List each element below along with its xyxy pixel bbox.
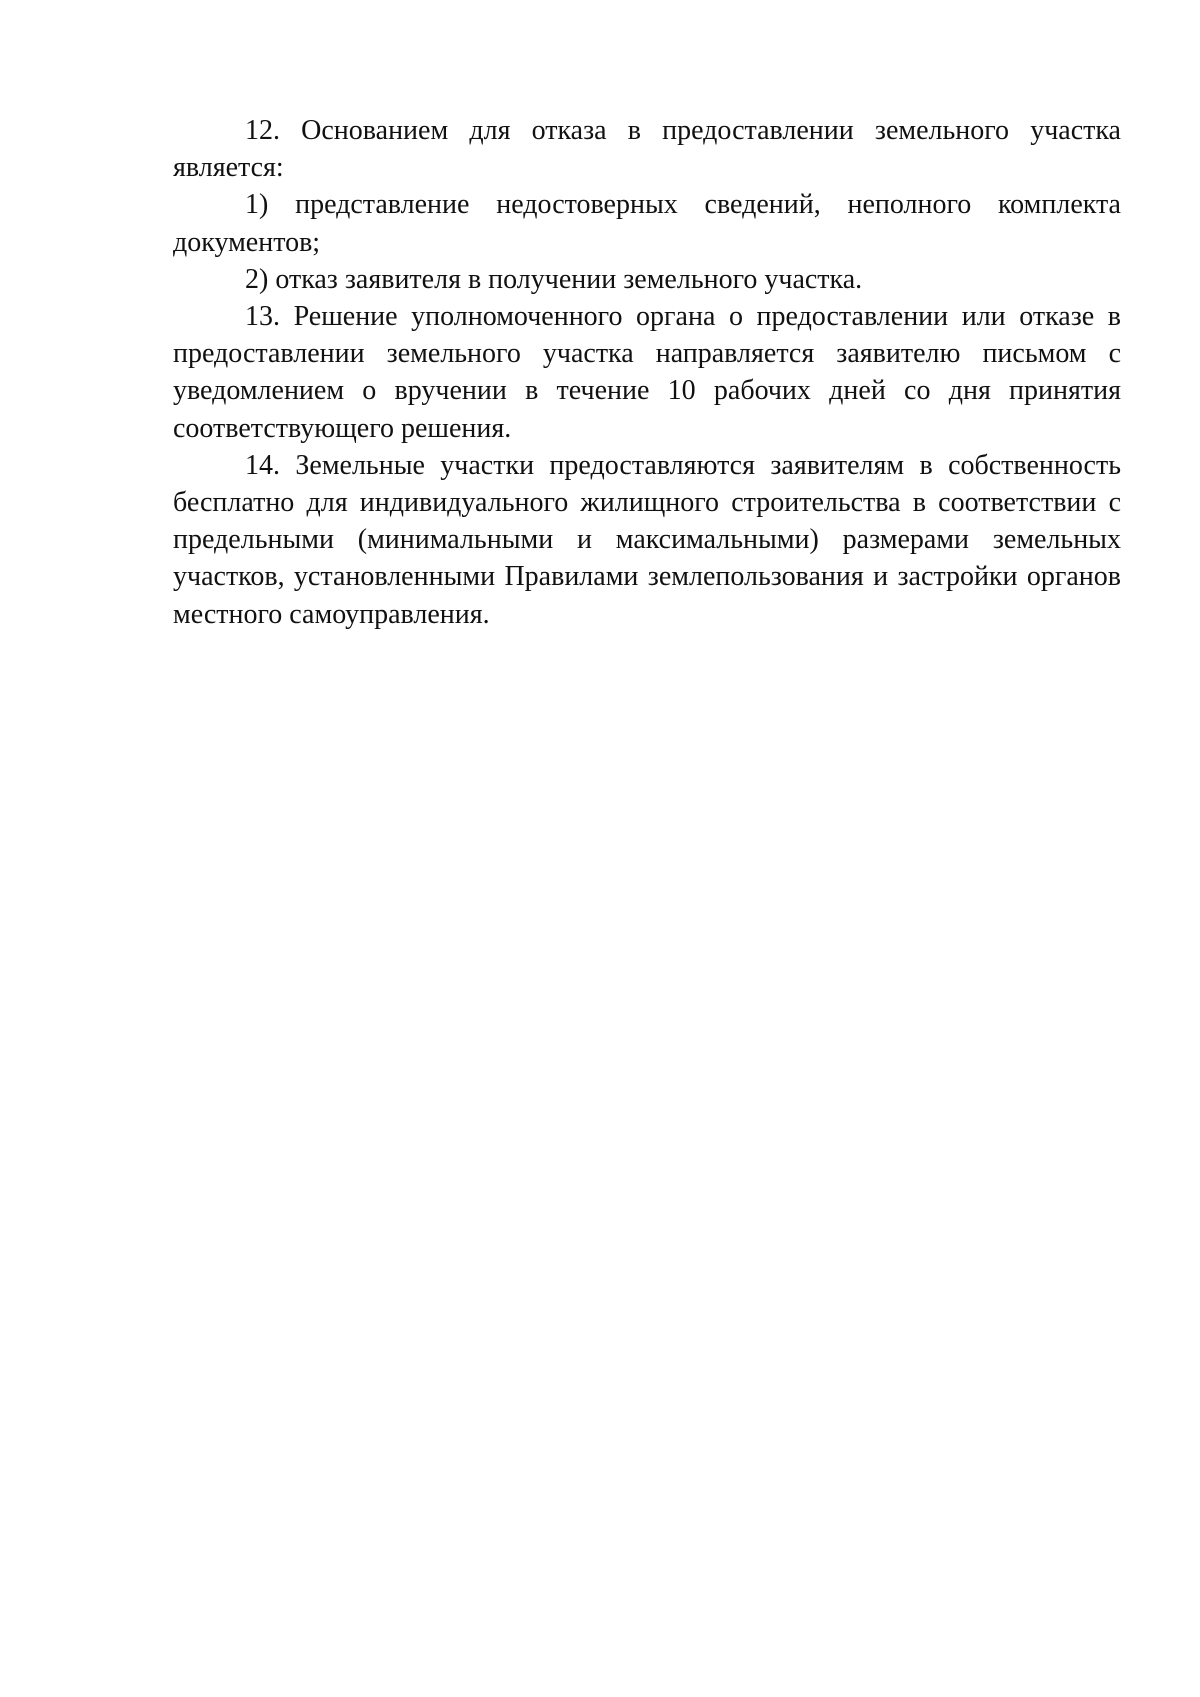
list-item-2: 2) отказ заявителя в получении земельного участка. — [245, 263, 863, 295]
paragraph-14: 14. Земельные участки предоставляются заявителям в собственность бесплатно для индивидуального жилищного строительства в соответствии с предельными (минимальными и максимальными) размерами земельных участков, установленными Правилами землепользования и застройки органов местного самоуправления. — [173, 449, 1121, 630]
document-body — [173, 112, 1121, 633]
paragraph-13: 13. Решение уполномоченного органа о предоставлении или отказе в предоставлении земельного участка направляется заявителю письмом с уведомлением о вручении в течение 10 рабочих дней со дня принятия соответствующего решения. — [173, 301, 1121, 444]
paragraph-12: 12. Основанием для отказа в предоставлении земельного участка является: — [173, 115, 1121, 184]
list-item-1: 1) представление недостоверных сведений, неполного комплекта документов; — [173, 189, 1121, 258]
